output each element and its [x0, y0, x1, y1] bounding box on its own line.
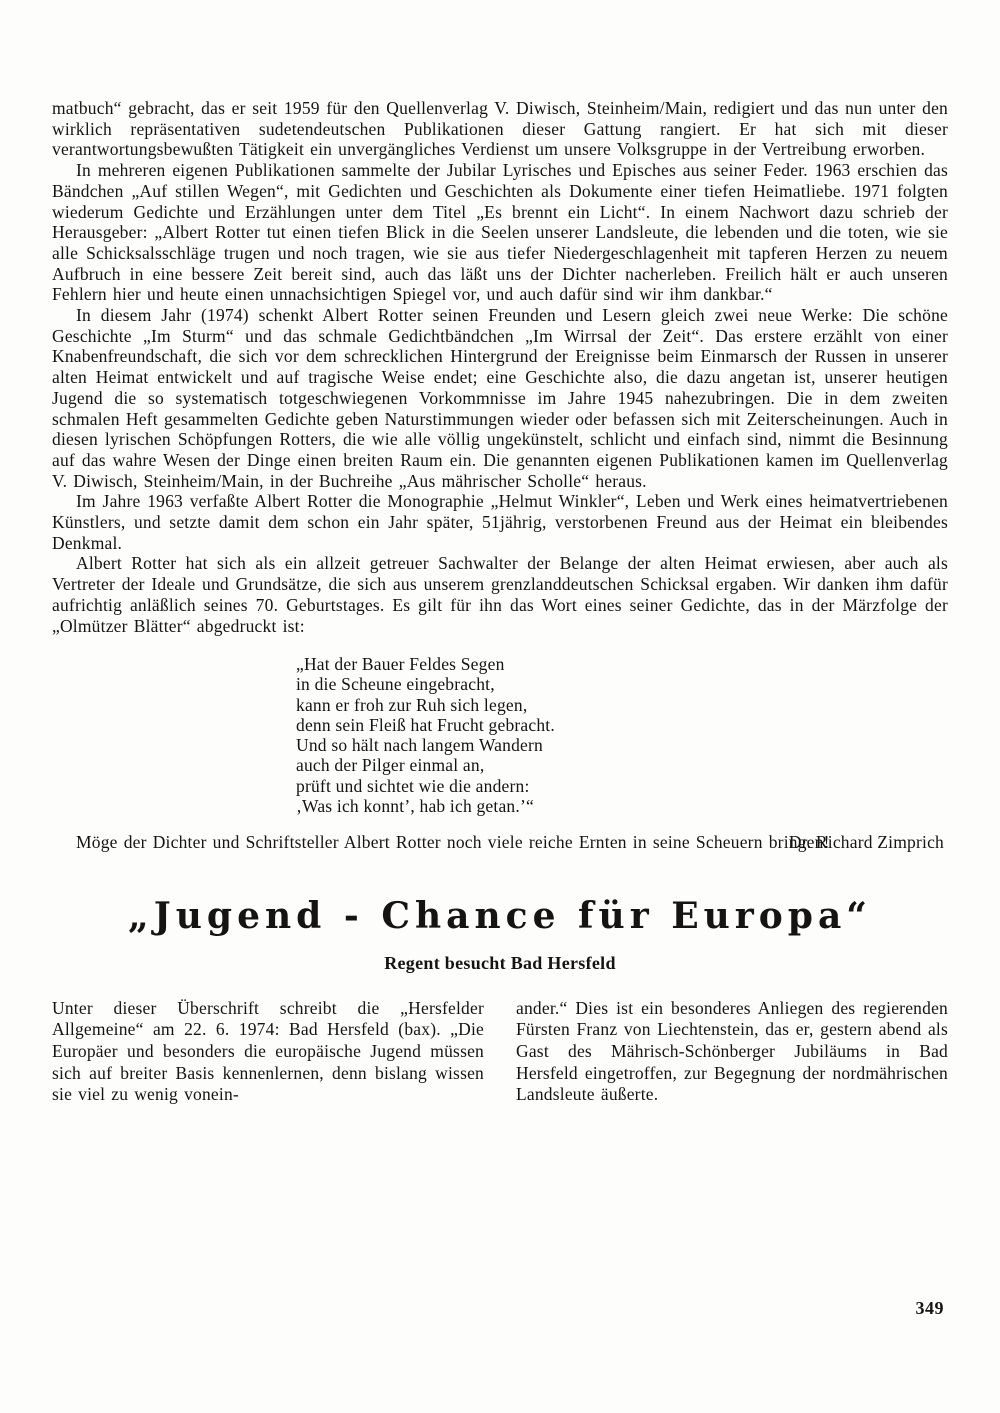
- closing-paragraph: Möge der Dichter und Schriftsteller Albert Rotter noch viele reiche Ernten in seine Scheuern bringen!: [76, 831, 830, 852]
- article-jubilee: [52, 98, 948, 853]
- article-subtitle: Regent besucht Bad Hersfeld: [384, 952, 616, 973]
- poem-line: kann er froh zur Ruh sich legen,: [296, 694, 528, 715]
- body-paragraph: matbuch“ gebracht, das er seit 1959 für den Quellenverlag V. Diwisch, Steinheim/Main, redigiert und das nun unter den wirklich repräsentativen sudetendeutschen Publikationen dieser Gattung rangiert. Er hat sich mit dieser verantwortungsbewußten Tätigkeit ein unvergängliches Verdienst um unsere Volksgruppe in der Vertreibung erworben.: [52, 98, 948, 160]
- body-paragraph: Im Jahre 1963 verfaßte Albert Rotter die Monographie „Helmut Winkler“, Leben und Werk eines heimatvertriebenen Künstlers, und setzte damit dem schon ein Jahr später, 51jährig, verstorbenen Freund aus der Heimat ein bleibendes Denkmal.: [52, 491, 948, 553]
- article-jugend: [52, 895, 948, 1107]
- page-number: 349: [915, 1298, 944, 1318]
- poem-line: prüft und sichtet wie die andern:: [296, 775, 530, 796]
- poem-line: ‚Was ich konnt’, hab ich getan.’“: [296, 795, 534, 816]
- poem-line: in die Scheune eingebracht,: [296, 674, 495, 695]
- column-left: Unter dieser Überschrift schreibt die „Hersfelder Allgemeine“ am 22. 6. 1974: Bad Hersfeld (bax). „Die Europäer und besonders die europäische Jugend müssen sich auf breiter Basis kennenlernen, denn bislang wissen sie viel zu wenig vonein-: [52, 997, 484, 1105]
- two-column-text: [52, 998, 948, 1107]
- poem-line: Und so hält nach langem Wandern: [296, 735, 543, 756]
- article-title: „Jugend - Chance für Europa“: [128, 894, 872, 937]
- poem-block: [296, 654, 948, 816]
- column-right: ander.“ Dies ist ein besonderes Anliegen des regierenden Fürsten Franz von Liechtenstein, das er, gestern abend als Gast des Mährisch-Schönberger Jubiläums in Bad Hersfeld eingetroffen, zur Begegnung der nordmährischen Landsleute äußerte.: [516, 997, 948, 1105]
- body-paragraph: In diesem Jahr (1974) schenkt Albert Rotter seinen Freunden und Lesern gleich zwei neue Werke: Die schöne Geschichte „Im Sturm“ und das schmale Gedichtbändchen „Im Wirrsal der Zeit“. Das erstere erzählt von einer Knabenfreundschaft, die sich vor dem schrecklichen Hintergrund der Ereignisse beim Einmarsch der Russen in unserer alten Heimat entwickelt und auf tragische Weise endet; eine Geschichte also, die dazu angetan ist, unserer heutigen Jugend die so systematisch totgeschwiegenen Vorkommnisse im Jahre 1945 nahezubringen. Die in dem zweiten schmalen Heft gesammelten Gedichte geben Naturstimmungen wieder oder befassen sich mit Zeiterscheinungen. Auch in diesen lyrischen Schöpfungen Rotters, die wie alle völlig ungekünstelt, schlicht und einfach sind, nimmt die Besinnung auf das wahre Wesen der Dinge einen breiten Raum ein. Die genannten eigenen Publikationen kamen im Quellenverlag V. Diwisch, Steinheim/Main, in der Buchreihe „Aus mährischer Scholle“ heraus.: [52, 305, 948, 491]
- poem-line: auch der Pilger einmal an,: [296, 755, 485, 776]
- body-paragraph: Albert Rotter hat sich als ein allzeit getreuer Sachwalter der Belange der alten Heimat erwiesen, aber auch als Vertreter der Ideale und Grundsätze, die sich aus unserem grenzlanddeutschen Schicksal ergaben. Wir danken ihm dafür aufrichtig anläßlich seines 70. Geburtstages. Es gilt für ihn das Wort eines seiner Gedichte, das in der Märzfolge der „Olmützer Blätter“ abgedruckt ist:: [52, 553, 948, 636]
- author-signature: Dr. Richard Zimprich: [788, 831, 944, 852]
- poem-line: „Hat der Bauer Feldes Segen: [296, 654, 505, 675]
- poem-line: denn sein Fleiß hat Frucht gebracht.: [296, 714, 555, 735]
- body-paragraph: In mehreren eigenen Publikationen sammelte der Jubilar Lyrisches und Episches aus seiner Feder. 1963 erschien das Bändchen „Auf stillen Wegen“, mit Gedichten und Geschichten als Dokumente einer tiefen Heimatliebe. 1971 folgten wiederum Gedichte und Erzählungen unter dem Titel „Es brennt ein Licht“. In einem Nachwort dazu schrieb der Herausgeber: „Albert Rotter tut einen tiefen Blick in die Seelen unserer Landsleute, die lebenden und die toten, wie sie alle Schicksalsschläge trugen und noch tragen, wie sie aus tiefer Niedergeschlagenheit mit tapferen Herzen zu neuem Aufbruch in eine bessere Zeit bereit sind, auch das läßt uns der Dichter nacherleben. Freilich hält er auch unseren Fehlern hier und heute einen unnachsichtigen Spiegel vor, und auch dafür sind wir ihm dankbar.“: [52, 160, 948, 305]
